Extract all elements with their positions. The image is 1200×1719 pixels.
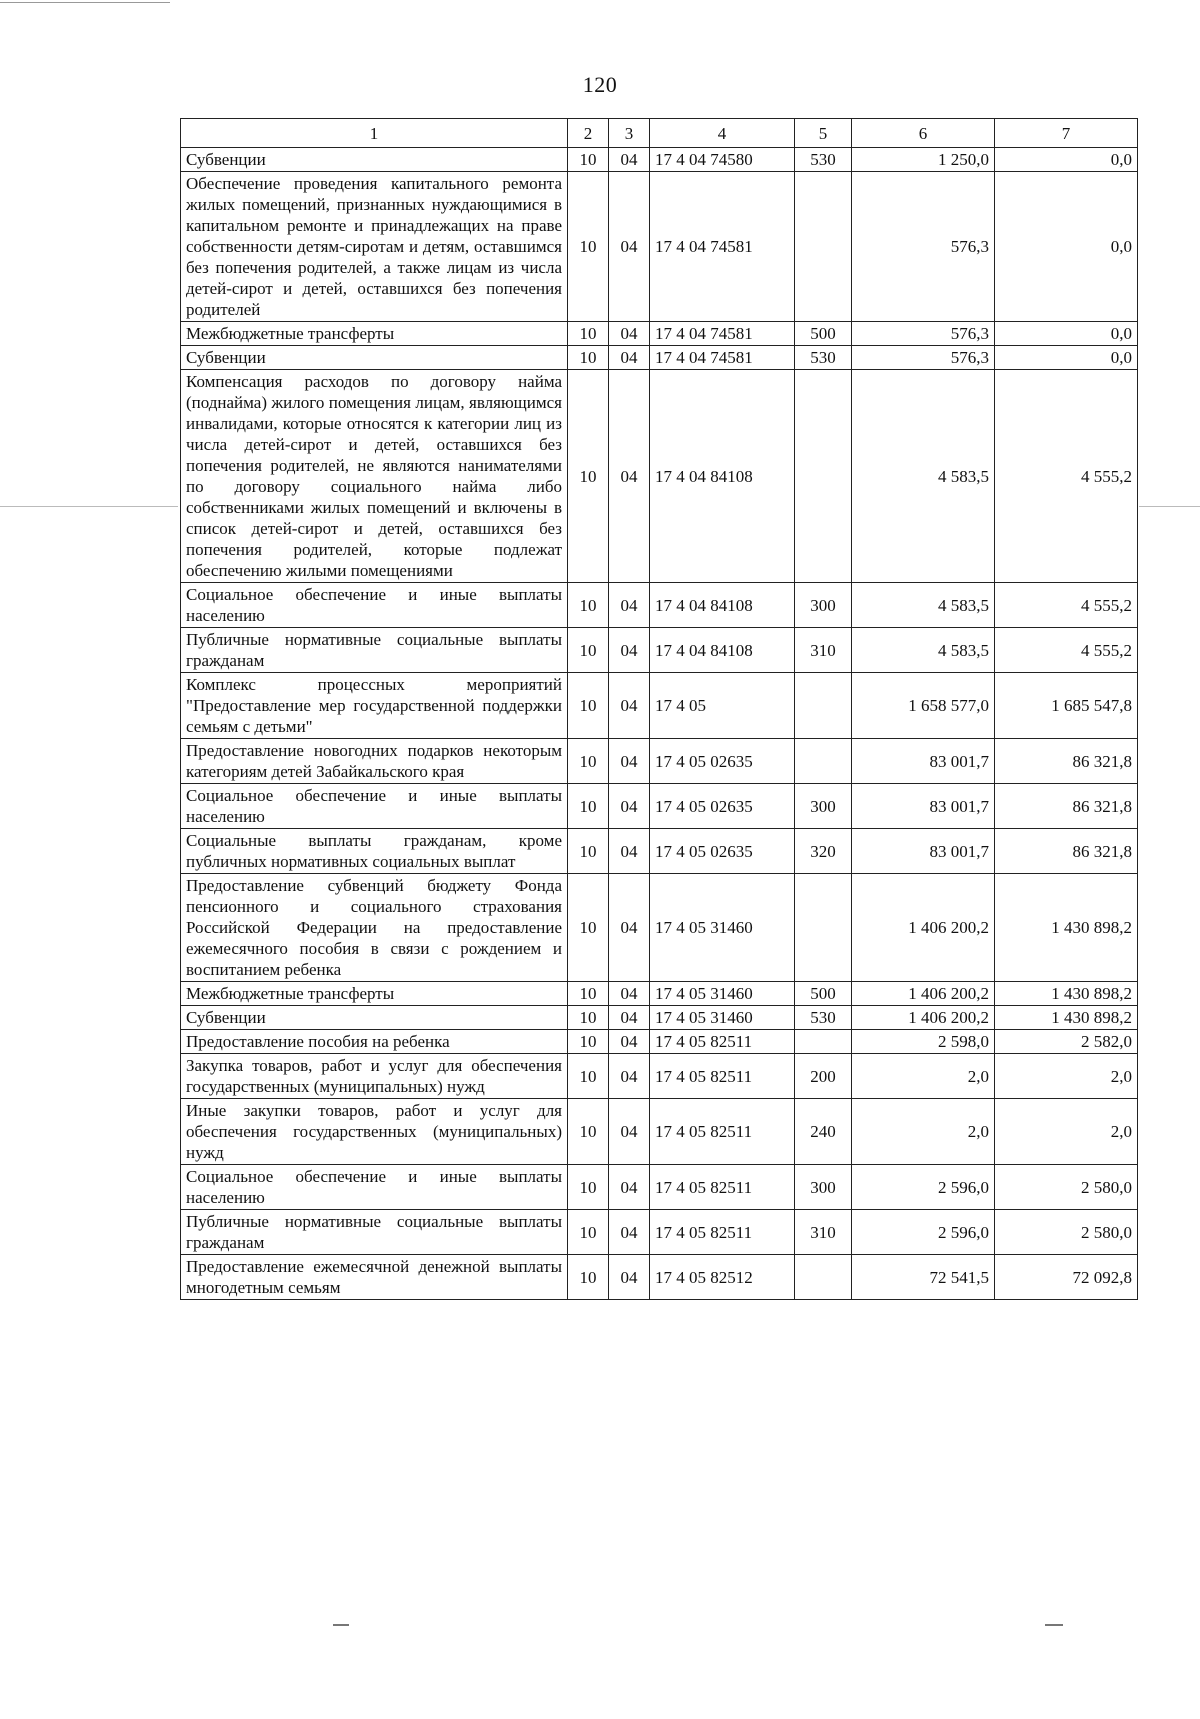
row-name: Социальное обеспечение и иные выплаты населению [181, 1165, 568, 1210]
table-row [181, 1210, 1138, 1255]
header-col-3: 3 [609, 119, 650, 148]
row-amount-2: 0,0 [995, 172, 1138, 322]
row-amount-2: 2,0 [995, 1099, 1138, 1165]
table-row [181, 739, 1138, 784]
row-name: Компенсация расходов по договору найма (поднайма) жилого помещения лицам, являющимся инвалидами, которые относятся к категории лиц из числа детей-сирот и детей, оставшихся без попечения родителей, не являются нанимателями по договору социального найма либо собственниками жилых помещений и включены в список детей-сирот и детей, оставшихся без попечения родителей, которые подлежат обеспечению жилыми помещениями [181, 370, 568, 583]
row-expense-type [795, 1255, 852, 1300]
table-row [181, 673, 1138, 739]
row-name: Социальное обеспечение и иные выплаты населению [181, 784, 568, 829]
row-section: 10 [568, 874, 609, 982]
header-col-7: 7 [995, 119, 1138, 148]
row-expense-type [795, 739, 852, 784]
row-target: 17 4 05 82512 [650, 1255, 795, 1300]
row-subsection: 04 [609, 1099, 650, 1165]
row-amount-1: 1 406 200,2 [852, 1006, 995, 1030]
row-amount-1: 4 583,5 [852, 583, 995, 628]
row-expense-type: 310 [795, 628, 852, 673]
table-row [181, 829, 1138, 874]
row-amount-2: 4 555,2 [995, 370, 1138, 583]
row-name: Межбюджетные трансферты [181, 982, 568, 1006]
row-name: Социальные выплаты гражданам, кроме публичных нормативных социальных выплат [181, 829, 568, 874]
row-target: 17 4 04 74581 [650, 322, 795, 346]
row-amount-2: 1 430 898,2 [995, 982, 1138, 1006]
row-expense-type: 500 [795, 322, 852, 346]
row-amount-2: 2 580,0 [995, 1165, 1138, 1210]
row-section: 10 [568, 1054, 609, 1099]
row-name: Комплекс процессных мероприятий "Предоставление мер государственной поддержки семьям с детьми" [181, 673, 568, 739]
row-amount-1: 83 001,7 [852, 784, 995, 829]
row-subsection: 04 [609, 784, 650, 829]
row-target: 17 4 04 84108 [650, 628, 795, 673]
row-amount-2: 2 580,0 [995, 1210, 1138, 1255]
row-section: 10 [568, 739, 609, 784]
row-expense-type [795, 370, 852, 583]
table-row [181, 1099, 1138, 1165]
row-target: 17 4 05 [650, 673, 795, 739]
row-amount-1: 83 001,7 [852, 739, 995, 784]
row-target: 17 4 05 02635 [650, 829, 795, 874]
row-expense-type [795, 1030, 852, 1054]
row-subsection: 04 [609, 1030, 650, 1054]
row-amount-2: 0,0 [995, 148, 1138, 172]
row-target: 17 4 04 74581 [650, 346, 795, 370]
row-name: Предоставление новогодних подарков некоторым категориям детей Забайкальского края [181, 739, 568, 784]
row-amount-2: 4 555,2 [995, 628, 1138, 673]
row-subsection: 04 [609, 346, 650, 370]
scan-line-left [0, 506, 178, 507]
table-row [181, 583, 1138, 628]
row-amount-2: 86 321,8 [995, 784, 1138, 829]
row-amount-1: 2,0 [852, 1099, 995, 1165]
row-name: Предоставление пособия на ребенка [181, 1030, 568, 1054]
scan-dash-bottom-right [1045, 1624, 1063, 1626]
row-name: Предоставление ежемесячной денежной выплаты многодетным семьям [181, 1255, 568, 1300]
row-target: 17 4 04 84108 [650, 370, 795, 583]
scan-dash-bottom-left [333, 1624, 349, 1626]
row-name: Обеспечение проведения капитального ремонта жилых помещений, признанных нуждающимися в капитальном ремонте и принадлежащих на праве собственности детям-сиротам и детям, оставшимся без попечения родителей, а также лицам из числа детей-сирот и детей, оставшихся без попечения родителей [181, 172, 568, 322]
row-subsection: 04 [609, 982, 650, 1006]
row-section: 10 [568, 1255, 609, 1300]
row-subsection: 04 [609, 1006, 650, 1030]
budget-table [180, 118, 1138, 1300]
table-row [181, 874, 1138, 982]
table-row [181, 370, 1138, 583]
row-amount-1: 4 583,5 [852, 628, 995, 673]
row-amount-1: 2 596,0 [852, 1165, 995, 1210]
header-col-5: 5 [795, 119, 852, 148]
row-name: Социальное обеспечение и иные выплаты населению [181, 583, 568, 628]
row-expense-type: 530 [795, 1006, 852, 1030]
row-section: 10 [568, 148, 609, 172]
row-amount-2: 0,0 [995, 322, 1138, 346]
header-col-1: 1 [181, 119, 568, 148]
row-target: 17 4 04 84108 [650, 583, 795, 628]
row-expense-type [795, 673, 852, 739]
row-section: 10 [568, 628, 609, 673]
row-target: 17 4 05 31460 [650, 982, 795, 1006]
table-row [181, 784, 1138, 829]
row-section: 10 [568, 829, 609, 874]
row-amount-2: 1 430 898,2 [995, 874, 1138, 982]
row-subsection: 04 [609, 370, 650, 583]
row-amount-1: 2 596,0 [852, 1210, 995, 1255]
row-section: 10 [568, 1210, 609, 1255]
row-amount-1: 576,3 [852, 346, 995, 370]
row-section: 10 [568, 172, 609, 322]
row-target: 17 4 05 02635 [650, 784, 795, 829]
table-row [181, 1030, 1138, 1054]
row-amount-2: 1 685 547,8 [995, 673, 1138, 739]
row-section: 10 [568, 370, 609, 583]
row-expense-type: 300 [795, 784, 852, 829]
table-row [181, 148, 1138, 172]
row-amount-1: 576,3 [852, 322, 995, 346]
row-target: 17 4 05 82511 [650, 1054, 795, 1099]
row-amount-2: 4 555,2 [995, 583, 1138, 628]
row-amount-1: 1 406 200,2 [852, 982, 995, 1006]
row-name: Субвенции [181, 346, 568, 370]
row-expense-type: 310 [795, 1210, 852, 1255]
row-subsection: 04 [609, 1165, 650, 1210]
scan-line-right [1139, 506, 1200, 507]
row-expense-type: 240 [795, 1099, 852, 1165]
row-section: 10 [568, 583, 609, 628]
row-amount-2: 1 430 898,2 [995, 1006, 1138, 1030]
table-row [181, 172, 1138, 322]
row-expense-type: 300 [795, 583, 852, 628]
row-amount-2: 2,0 [995, 1054, 1138, 1099]
row-expense-type: 530 [795, 148, 852, 172]
row-section: 10 [568, 1165, 609, 1210]
header-row [181, 119, 1138, 148]
row-subsection: 04 [609, 172, 650, 322]
row-subsection: 04 [609, 322, 650, 346]
row-subsection: 04 [609, 148, 650, 172]
row-target: 17 4 05 31460 [650, 1006, 795, 1030]
row-section: 10 [568, 322, 609, 346]
row-subsection: 04 [609, 1255, 650, 1300]
table-row [181, 1054, 1138, 1099]
row-subsection: 04 [609, 1210, 650, 1255]
row-name: Иные закупки товаров, работ и услуг для обеспечения государственных (муниципальных) нужд [181, 1099, 568, 1165]
row-expense-type: 300 [795, 1165, 852, 1210]
table-row [181, 346, 1138, 370]
row-section: 10 [568, 1006, 609, 1030]
row-name: Субвенции [181, 1006, 568, 1030]
row-amount-2: 86 321,8 [995, 739, 1138, 784]
row-target: 17 4 04 74581 [650, 172, 795, 322]
row-expense-type: 500 [795, 982, 852, 1006]
row-subsection: 04 [609, 739, 650, 784]
row-section: 10 [568, 784, 609, 829]
row-name: Предоставление субвенций бюджету Фонда пенсионного и социального страхования Российской Федерации на предоставление ежемесячного пособия в связи с рождением и воспитанием ребенка [181, 874, 568, 982]
row-amount-1: 1 658 577,0 [852, 673, 995, 739]
row-target: 17 4 05 82511 [650, 1210, 795, 1255]
row-section: 10 [568, 1099, 609, 1165]
row-amount-1: 83 001,7 [852, 829, 995, 874]
row-section: 10 [568, 673, 609, 739]
row-amount-1: 576,3 [852, 172, 995, 322]
row-amount-1: 2,0 [852, 1054, 995, 1099]
table-row [181, 1165, 1138, 1210]
table-row [181, 982, 1138, 1006]
row-amount-2: 0,0 [995, 346, 1138, 370]
row-amount-2: 2 582,0 [995, 1030, 1138, 1054]
row-name: Закупка товаров, работ и услуг для обеспечения государственных (муниципальных) нужд [181, 1054, 568, 1099]
row-section: 10 [568, 1030, 609, 1054]
header-col-2: 2 [568, 119, 609, 148]
table-row [181, 1006, 1138, 1030]
row-subsection: 04 [609, 829, 650, 874]
row-amount-2: 86 321,8 [995, 829, 1138, 874]
row-amount-1: 4 583,5 [852, 370, 995, 583]
row-expense-type [795, 874, 852, 982]
table-row [181, 322, 1138, 346]
row-subsection: 04 [609, 583, 650, 628]
header-col-4: 4 [650, 119, 795, 148]
row-subsection: 04 [609, 874, 650, 982]
row-amount-1: 2 598,0 [852, 1030, 995, 1054]
row-expense-type [795, 172, 852, 322]
row-subsection: 04 [609, 628, 650, 673]
table-row [181, 1255, 1138, 1300]
row-name: Межбюджетные трансферты [181, 322, 568, 346]
table-row [181, 628, 1138, 673]
row-target: 17 4 05 82511 [650, 1030, 795, 1054]
row-name: Субвенции [181, 148, 568, 172]
header-col-6: 6 [852, 119, 995, 148]
row-expense-type: 200 [795, 1054, 852, 1099]
scan-line-top [0, 2, 170, 3]
row-target: 17 4 05 82511 [650, 1165, 795, 1210]
row-target: 17 4 05 82511 [650, 1099, 795, 1165]
page-number: 120 [582, 72, 618, 97]
row-section: 10 [568, 346, 609, 370]
row-amount-1: 1 406 200,2 [852, 874, 995, 982]
row-amount-2: 72 092,8 [995, 1255, 1138, 1300]
row-expense-type: 320 [795, 829, 852, 874]
row-target: 17 4 05 31460 [650, 874, 795, 982]
row-expense-type: 530 [795, 346, 852, 370]
row-subsection: 04 [609, 673, 650, 739]
row-section: 10 [568, 982, 609, 1006]
row-subsection: 04 [609, 1054, 650, 1099]
row-name: Публичные нормативные социальные выплаты гражданам [181, 1210, 568, 1255]
row-amount-1: 72 541,5 [852, 1255, 995, 1300]
row-target: 17 4 05 02635 [650, 739, 795, 784]
row-amount-1: 1 250,0 [852, 148, 995, 172]
row-name: Публичные нормативные социальные выплаты гражданам [181, 628, 568, 673]
row-target: 17 4 04 74580 [650, 148, 795, 172]
